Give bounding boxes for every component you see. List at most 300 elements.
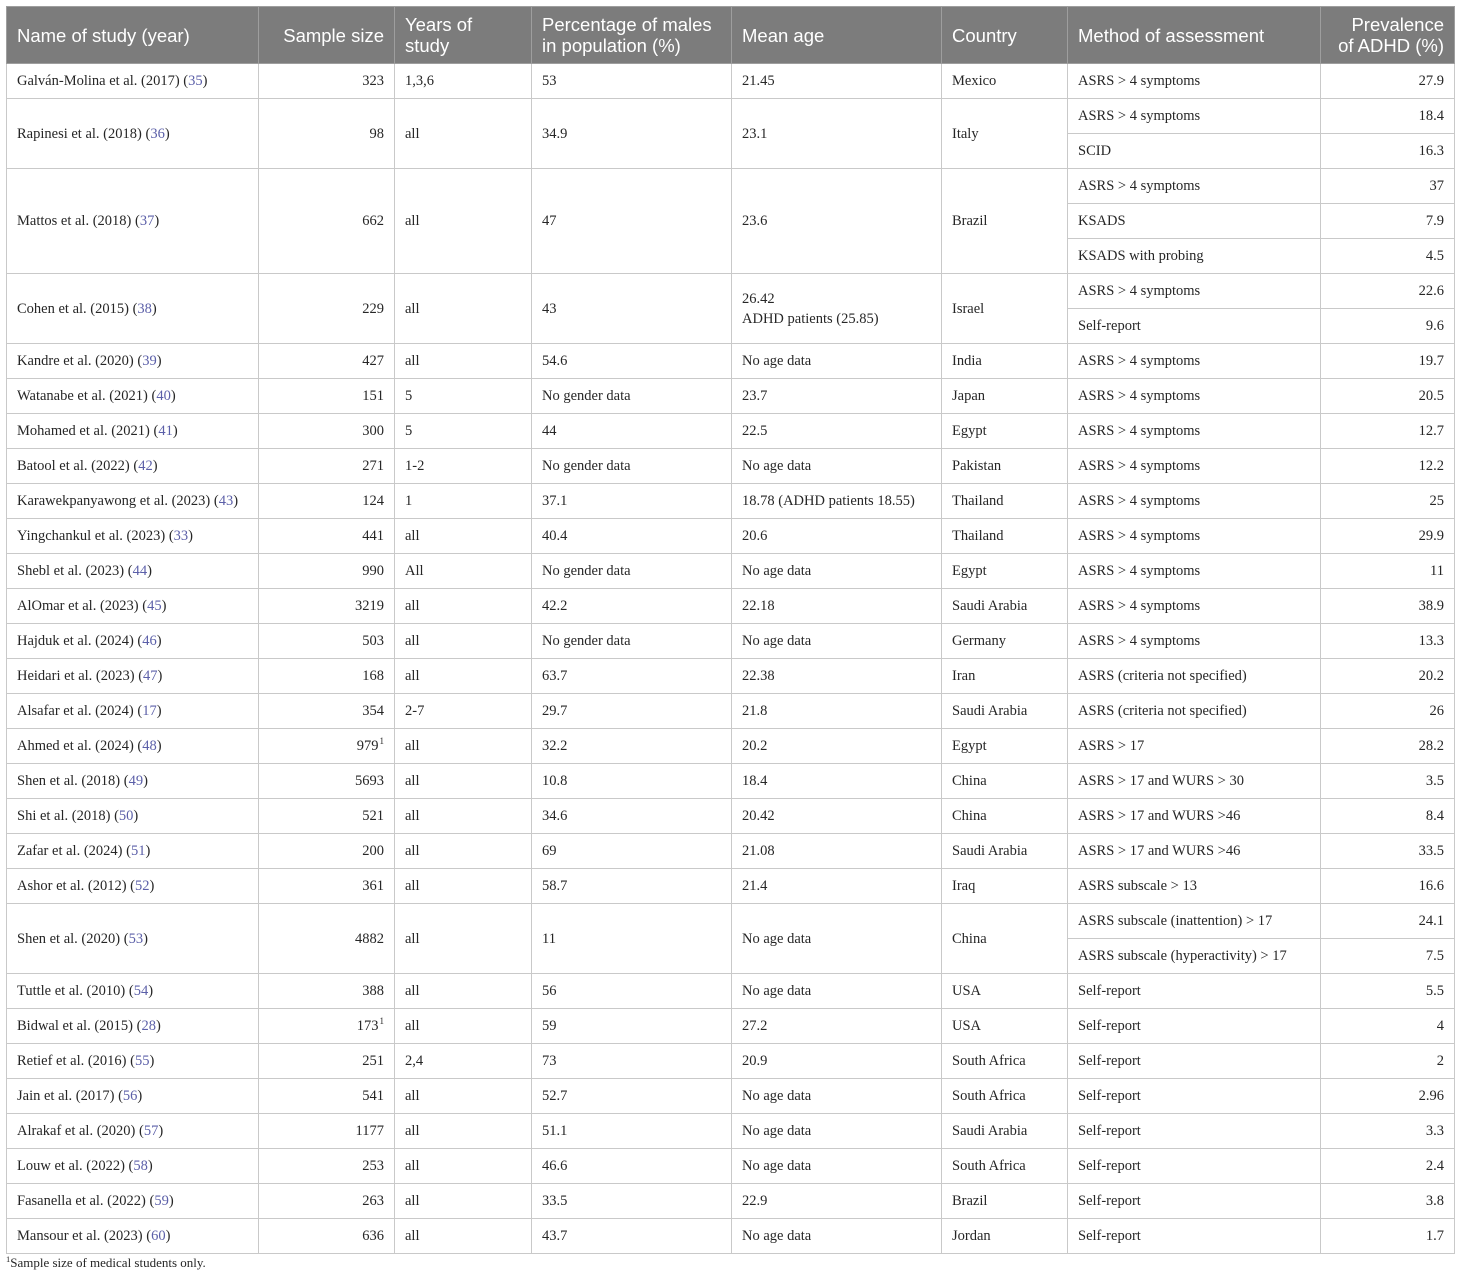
study-name: Ashor et al. (2012) <box>17 878 127 894</box>
sample-size: 441 <box>362 528 384 544</box>
footnote-text: Sample size of medical students only. <box>10 1255 206 1270</box>
mean-age-line: No age data <box>742 563 812 579</box>
sample-size-cell <box>259 484 395 519</box>
percentage-males-cell: 29.7 <box>532 694 732 729</box>
study-name: Fasanella et al. (2022) <box>17 1193 146 1209</box>
method-of-assessment-cell: ASRS > 17 and WURS > 30 <box>1068 764 1321 799</box>
sample-footnote-marker: 1 <box>379 736 384 746</box>
prevalence-cell: 12.2 <box>1321 449 1455 484</box>
percentage-males-cell: 53 <box>532 64 732 99</box>
country-cell: Mexico <box>942 64 1068 99</box>
footnote-marker: 1 <box>6 1254 11 1264</box>
study-name-cell <box>7 589 259 624</box>
percentage-males-cell: 46.6 <box>532 1149 732 1184</box>
sample-size-cell <box>259 519 395 554</box>
country-cell: India <box>942 344 1068 379</box>
sample-size: 636 <box>362 1228 384 1244</box>
sample-size: 662 <box>362 213 384 229</box>
study-name-cell <box>7 1079 259 1114</box>
sample-size: 251 <box>362 1053 384 1069</box>
citation-link[interactable]: 60 <box>151 1228 166 1244</box>
prevalence-cell: 11 <box>1321 554 1455 589</box>
country-cell: Saudi Arabia <box>942 589 1068 624</box>
mean-age-line: No age data <box>742 1158 812 1174</box>
mean-age-cell <box>732 1219 942 1254</box>
mean-age-line: 23.7 <box>742 388 768 404</box>
header-method-of-assessment <box>1068 7 1321 64</box>
table-row <box>7 64 1455 99</box>
mean-age-cell <box>732 659 942 694</box>
method-of-assessment-cell: Self-report <box>1068 1044 1321 1079</box>
sample-size: 253 <box>362 1158 384 1174</box>
sample-size: 124 <box>362 493 384 509</box>
citation-link[interactable]: 37 <box>139 213 155 229</box>
citation-link[interactable]: 57 <box>143 1123 159 1139</box>
percentage-males-cell: 54.6 <box>532 344 732 379</box>
country-cell: China <box>942 904 1068 974</box>
citation <box>126 843 150 859</box>
prevalence-cell: 28.2 <box>1321 729 1455 764</box>
study-name-cell <box>7 554 259 589</box>
citation-link[interactable]: 50 <box>118 808 134 824</box>
percentage-males-cell: 40.4 <box>532 519 732 554</box>
mean-age-line: No age data <box>742 458 812 474</box>
study-name-cell <box>7 1184 259 1219</box>
study-name-cell <box>7 1044 259 1079</box>
citation <box>214 493 238 509</box>
study-name: Kandre et al. (2020) <box>17 353 134 369</box>
percentage-males-cell: 33.5 <box>532 1184 732 1219</box>
sample-size: 979 <box>356 738 379 754</box>
study-name: Alrakaf et al. (2020) <box>17 1123 136 1139</box>
mean-age-line: No age data <box>742 1088 812 1104</box>
table-row <box>7 274 1455 309</box>
citation-link[interactable]: 58 <box>133 1158 148 1174</box>
method-of-assessment-cell: Self-report <box>1068 1149 1321 1184</box>
header-row <box>7 7 1455 64</box>
prevalence-cell: 33.5 <box>1321 834 1455 869</box>
citation-link[interactable]: 40 <box>156 388 171 404</box>
method-of-assessment-cell: ASRS > 4 symptoms <box>1068 274 1321 309</box>
mean-age-cell <box>732 764 942 799</box>
method-of-assessment-cell: Self-report <box>1068 309 1321 344</box>
sample-size: 990 <box>362 563 384 579</box>
years-of-study-cell: all <box>395 1079 532 1114</box>
percentage-males-cell: 44 <box>532 414 732 449</box>
study-name-cell <box>7 659 259 694</box>
method-of-assessment-cell: Self-report <box>1068 1114 1321 1149</box>
sample-size-cell <box>259 344 395 379</box>
citation-link[interactable]: 53 <box>128 930 144 947</box>
sample-size: 427 <box>362 353 384 369</box>
sample-size: 354 <box>362 703 384 719</box>
citation-link[interactable]: 56 <box>122 1088 138 1104</box>
citation-link[interactable]: 46 <box>142 633 157 649</box>
method-of-assessment-cell: Self-report <box>1068 1009 1321 1044</box>
citation <box>137 738 161 754</box>
prevalence-cell: 2.4 <box>1321 1149 1455 1184</box>
mean-age-line: 18.78 (ADHD patients 18.55) <box>742 493 915 509</box>
header-sample-size <box>259 7 395 64</box>
sample-size: 1177 <box>355 1123 384 1139</box>
prevalence-cell: 16.3 <box>1321 134 1455 169</box>
mean-age-cell <box>732 1009 942 1044</box>
header-years-line-2: study <box>405 35 450 56</box>
prevalence-cell: 3.3 <box>1321 1114 1455 1149</box>
prevalence-cell: 22.6 <box>1321 274 1455 309</box>
study-name-cell <box>7 1219 259 1254</box>
study-table-body <box>7 64 1455 1254</box>
study-name: Shen et al. (2018) <box>17 773 121 789</box>
header-method-label: Method of assessment <box>1078 24 1265 46</box>
mean-age-cell <box>732 904 942 974</box>
years-of-study-cell: 5 <box>395 379 532 414</box>
sample-size-cell <box>259 1009 395 1044</box>
percentage-males-cell: 56 <box>532 974 732 1009</box>
percentage-males-cell: 73 <box>532 1044 732 1079</box>
table-footnote <box>6 1255 206 1271</box>
study-name: Hajduk et al. (2024) <box>17 633 134 649</box>
method-of-assessment-cell: Self-report <box>1068 1184 1321 1219</box>
country-cell: China <box>942 764 1068 799</box>
mean-age-cell <box>732 1184 942 1219</box>
study-name: AlOmar et al. (2023) <box>17 598 139 614</box>
study-name-cell <box>7 99 259 169</box>
sample-size-cell <box>259 764 395 799</box>
study-name-cell <box>7 729 259 764</box>
citation <box>118 1088 142 1104</box>
years-of-study-cell: all <box>395 274 532 344</box>
citation <box>152 388 176 404</box>
mean-age-cell <box>732 379 942 414</box>
citation-link[interactable]: 42 <box>138 458 153 474</box>
mean-age-cell <box>732 1079 942 1114</box>
method-of-assessment-cell: ASRS > 4 symptoms <box>1068 519 1321 554</box>
citation <box>139 1123 163 1139</box>
study-name-cell <box>7 344 259 379</box>
study-name: Jain et al. (2017) <box>17 1088 115 1104</box>
mean-age-cell <box>732 799 942 834</box>
mean-age-cell <box>732 624 942 659</box>
citation <box>124 931 148 947</box>
table-row <box>7 1219 1455 1254</box>
table-row <box>7 799 1455 834</box>
percentage-males-cell: 10.8 <box>532 764 732 799</box>
study-name-cell <box>7 274 259 344</box>
sample-size: 300 <box>362 423 384 439</box>
sample-size-cell <box>259 694 395 729</box>
header-sample-size-label: Sample size <box>283 24 384 46</box>
mean-age-line: 20.42 <box>742 808 775 824</box>
percentage-males-cell: 37.1 <box>532 484 732 519</box>
sample-size: 200 <box>362 843 384 859</box>
prevalence-cell: 4.5 <box>1321 239 1455 274</box>
citation-link[interactable]: 43 <box>218 493 234 509</box>
method-of-assessment-cell: SCID <box>1068 134 1321 169</box>
sample-size-cell <box>259 729 395 764</box>
citation-link[interactable]: 17 <box>142 703 157 719</box>
sample-size-cell <box>259 554 395 589</box>
method-of-assessment-cell: ASRS > 17 <box>1068 729 1321 764</box>
method-of-assessment-cell: ASRS > 17 and WURS >46 <box>1068 799 1321 834</box>
country-cell: Israel <box>942 274 1068 344</box>
header-study-name-label: Name of study (year) <box>17 24 190 46</box>
percentage-males-cell: 63.7 <box>532 659 732 694</box>
method-of-assessment-cell: KSADS with probing <box>1068 239 1321 274</box>
method-of-assessment-cell: ASRS > 4 symptoms <box>1068 589 1321 624</box>
country-cell: USA <box>942 1009 1068 1044</box>
study-name: Watanabe et al. (2021) <box>17 388 148 404</box>
years-of-study-cell: all <box>395 344 532 379</box>
citation-link[interactable]: 52 <box>135 878 150 894</box>
prevalence-cell: 7.5 <box>1321 939 1455 974</box>
sample-size-cell <box>259 589 395 624</box>
table-row <box>7 344 1455 379</box>
prevalence-cell: 26 <box>1321 694 1455 729</box>
citation <box>137 353 161 369</box>
method-of-assessment-cell: ASRS > 17 and WURS >46 <box>1068 834 1321 869</box>
table-row <box>7 589 1455 624</box>
method-of-assessment-cell: ASRS subscale (inattention) > 17 <box>1068 904 1321 939</box>
citation-link[interactable]: 54 <box>133 983 149 999</box>
country-cell: South Africa <box>942 1079 1068 1114</box>
sample-size: 361 <box>362 878 384 894</box>
study-name-cell <box>7 1149 259 1184</box>
mean-age-line: 20.6 <box>742 528 768 544</box>
mean-age-cell <box>732 274 942 344</box>
table-row <box>7 624 1455 659</box>
prevalence-cell: 37 <box>1321 169 1455 204</box>
mean-age-line: 20.2 <box>742 738 768 754</box>
country-cell: Thailand <box>942 519 1068 554</box>
prevalence-cell: 25 <box>1321 484 1455 519</box>
citation-link[interactable]: 44 <box>132 563 148 579</box>
study-name: Mansour et al. (2023) <box>17 1228 143 1244</box>
study-name-cell <box>7 449 259 484</box>
prevalence-cell: 20.2 <box>1321 659 1455 694</box>
study-name: Shen et al. (2020) <box>17 930 121 947</box>
citation <box>183 73 207 89</box>
percentage-males-cell: 69 <box>532 834 732 869</box>
percentage-males-cell: 34.6 <box>532 799 732 834</box>
sample-size-cell <box>259 414 395 449</box>
table-row <box>7 519 1455 554</box>
method-of-assessment-cell: ASRS > 4 symptoms <box>1068 64 1321 99</box>
percentage-males-cell: 51.1 <box>532 1114 732 1149</box>
citation-link[interactable]: 36 <box>150 125 165 142</box>
sample-size-cell <box>259 1079 395 1114</box>
citation-link[interactable]: 48 <box>142 738 157 754</box>
study-name-cell <box>7 169 259 274</box>
mean-age-line: No age data <box>742 1123 812 1139</box>
study-name: Zafar et al. (2024) <box>17 843 123 859</box>
sample-size-cell <box>259 1149 395 1184</box>
percentage-males-cell: 59 <box>532 1009 732 1044</box>
table-row <box>7 1114 1455 1149</box>
country-cell: China <box>942 799 1068 834</box>
method-of-assessment-cell: ASRS subscale > 13 <box>1068 869 1321 904</box>
header-years-of-study <box>395 7 532 64</box>
country-cell: Saudi Arabia <box>942 694 1068 729</box>
study-name: Shebl et al. (2023) <box>17 563 125 579</box>
mean-age-cell <box>732 344 942 379</box>
study-name-cell <box>7 64 259 99</box>
sample-size: 168 <box>362 668 384 684</box>
citation-link[interactable]: 55 <box>134 1053 150 1069</box>
sample-footnote-marker: 1 <box>379 1016 384 1026</box>
study-name: Shi et al. (2018) <box>17 808 111 824</box>
years-of-study-cell: all <box>395 869 532 904</box>
table-row <box>7 1044 1455 1079</box>
sample-size: 503 <box>362 633 384 649</box>
prevalence-cell: 24.1 <box>1321 904 1455 939</box>
citation <box>154 423 178 439</box>
prevalence-cell: 27.9 <box>1321 64 1455 99</box>
prevalence-cell: 2 <box>1321 1044 1455 1079</box>
sample-size-cell <box>259 274 395 344</box>
sample-size: 229 <box>362 300 384 317</box>
study-name: Mohamed et al. (2021) <box>17 423 150 439</box>
country-cell: Saudi Arabia <box>942 1114 1068 1149</box>
mean-age-line: No age data <box>742 930 812 947</box>
mean-age-cell <box>732 519 942 554</box>
header-study-name <box>7 7 259 64</box>
percentage-males-cell: 47 <box>532 169 732 274</box>
sample-size-cell <box>259 1184 395 1219</box>
mean-age-cell <box>732 484 942 519</box>
table-row <box>7 1184 1455 1219</box>
sample-size: 4882 <box>355 930 384 947</box>
sample-size-cell <box>259 449 395 484</box>
mean-age-line: No age data <box>742 633 812 649</box>
country-cell: Pakistan <box>942 449 1068 484</box>
sample-size-cell <box>259 869 395 904</box>
sample-size-cell <box>259 904 395 974</box>
citation-link[interactable]: 59 <box>154 1193 169 1209</box>
years-of-study-cell: all <box>395 519 532 554</box>
study-name: Ahmed et al. (2024) <box>17 738 134 754</box>
citation-link[interactable]: 33 <box>173 528 189 544</box>
study-name: Tuttle et al. (2010) <box>17 983 126 999</box>
percentage-males-cell: 11 <box>532 904 732 974</box>
country-cell: Italy <box>942 99 1068 169</box>
country-cell: South Africa <box>942 1044 1068 1079</box>
mean-age-cell <box>732 1114 942 1149</box>
years-of-study-cell: all <box>395 834 532 869</box>
study-name: Yingchankul et al. (2023) <box>17 528 166 544</box>
citation-link[interactable]: 47 <box>143 668 158 684</box>
table-row <box>7 484 1455 519</box>
header-country-label: Country <box>952 24 1017 46</box>
sample-size-cell <box>259 834 395 869</box>
citation-link[interactable]: 45 <box>147 598 162 614</box>
citation <box>129 983 153 999</box>
percentage-males-cell: 58.7 <box>532 869 732 904</box>
citation <box>133 301 157 317</box>
citation-link[interactable]: 51 <box>130 843 146 859</box>
sample-size-cell <box>259 169 395 274</box>
percentage-males-cell: No gender data <box>532 379 732 414</box>
citation-link[interactable]: 39 <box>142 353 157 369</box>
method-of-assessment-cell: ASRS > 4 symptoms <box>1068 554 1321 589</box>
table-row <box>7 694 1455 729</box>
mean-age-line: 22.38 <box>742 668 775 684</box>
table-row <box>7 99 1455 134</box>
percentage-males-cell: 43 <box>532 274 732 344</box>
study-name-cell <box>7 1009 259 1044</box>
mean-age-line: 22.5 <box>742 423 768 439</box>
years-of-study-cell: all <box>395 799 532 834</box>
mean-age-line: 21.08 <box>742 843 775 859</box>
sample-size-cell <box>259 1044 395 1079</box>
citation-link[interactable]: 28 <box>141 1018 156 1034</box>
mean-age-line: No age data <box>742 353 812 369</box>
method-of-assessment-cell: Self-report <box>1068 1219 1321 1254</box>
country-cell: Egypt <box>942 729 1068 764</box>
table-row <box>7 1149 1455 1184</box>
years-of-study-cell: all <box>395 99 532 169</box>
table-row <box>7 169 1455 204</box>
years-of-study-cell: All <box>395 554 532 589</box>
method-of-assessment-cell: Self-report <box>1068 1079 1321 1114</box>
study-name: Rapinesi et al. (2018) <box>17 125 142 142</box>
years-of-study-cell: all <box>395 1009 532 1044</box>
country-cell: Germany <box>942 624 1068 659</box>
citation-link[interactable]: 41 <box>158 423 173 439</box>
method-of-assessment-cell: ASRS (criteria not specified) <box>1068 659 1321 694</box>
study-name-cell <box>7 974 259 1009</box>
study-name: Cohen et al. (2015) <box>17 300 129 317</box>
citation <box>130 1053 154 1069</box>
header-males-line-2: in population (%) <box>542 35 681 56</box>
citation <box>169 528 193 544</box>
study-name-cell <box>7 904 259 974</box>
studies-table-container <box>6 6 1454 1254</box>
sample-size: 98 <box>369 125 384 142</box>
mean-age-line: 18.4 <box>742 773 768 789</box>
mean-age-cell <box>732 449 942 484</box>
mean-age-cell <box>732 1044 942 1079</box>
prevalence-cell: 3.5 <box>1321 764 1455 799</box>
percentage-males-cell: 52.7 <box>532 1079 732 1114</box>
citation <box>149 1193 173 1209</box>
years-of-study-cell: all <box>395 764 532 799</box>
prevalence-cell: 7.9 <box>1321 204 1455 239</box>
mean-age-line: 20.9 <box>742 1053 768 1069</box>
study-name: Karawekpanyawong et al. (2023) <box>17 493 211 509</box>
citation-link[interactable]: 49 <box>128 773 144 789</box>
header-mean-age <box>732 7 942 64</box>
percentage-males-cell: No gender data <box>532 554 732 589</box>
mean-age-line: 23.1 <box>742 125 768 142</box>
prevalence-cell: 3.8 <box>1321 1184 1455 1219</box>
percentage-males-cell: 34.9 <box>532 99 732 169</box>
citation <box>130 878 154 894</box>
citation-link[interactable]: 35 <box>188 73 203 89</box>
study-name-cell <box>7 379 259 414</box>
adhd-prevalence-table <box>6 6 1455 1254</box>
sample-size: 5693 <box>355 773 384 789</box>
citation-link[interactable]: 38 <box>137 300 152 317</box>
percentage-males-cell: No gender data <box>532 624 732 659</box>
method-of-assessment-cell: ASRS > 4 symptoms <box>1068 414 1321 449</box>
sample-size: 173 <box>356 1018 379 1034</box>
mean-age-line: 23.6 <box>742 213 768 229</box>
study-name-cell <box>7 799 259 834</box>
sample-size-cell <box>259 1219 395 1254</box>
prevalence-cell: 20.5 <box>1321 379 1455 414</box>
table-row <box>7 379 1455 414</box>
